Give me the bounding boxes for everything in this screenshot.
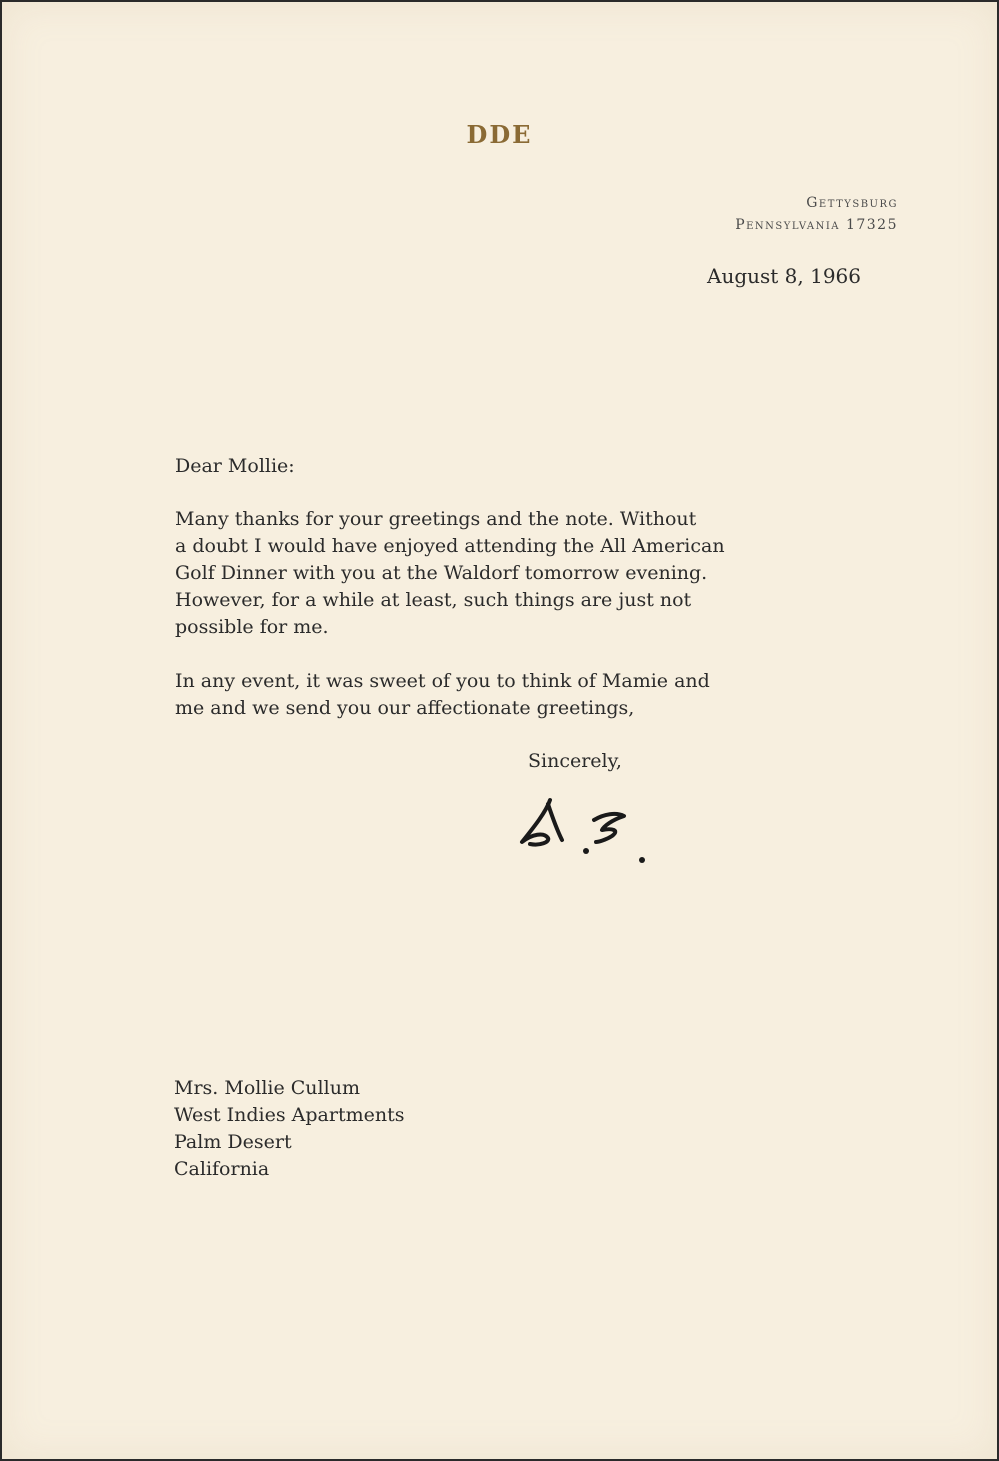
paragraph-line: a doubt I would have enjoyed attending the All American (175, 535, 725, 557)
letterhead-city: Gettysburg (806, 195, 898, 211)
letterhead-state-zip: Pennsylvania 17325 (735, 217, 898, 233)
recipient-building: West Indies Apartments (174, 1104, 405, 1126)
recipient-name: Mrs. Mollie Cullum (174, 1077, 360, 1099)
paragraph-line: possible for me. (175, 616, 329, 638)
letter-page (2, 2, 997, 1459)
recipient-state: California (174, 1158, 270, 1180)
recipient-address (174, 1075, 404, 1183)
paragraph-line: me and we send you our affectionate greetings, (175, 697, 635, 719)
signature-handwritten (512, 782, 662, 872)
closing: Sincerely, (528, 750, 622, 772)
letterhead-address (735, 192, 898, 236)
recipient-city: Palm Desert (174, 1131, 292, 1153)
salutation: Dear Mollie: (175, 455, 295, 477)
paragraph-2 (175, 668, 710, 722)
paragraph-line: In any event, it was sweet of you to think of Mamie and (175, 670, 710, 692)
paragraph-line: However, for a while at least, such things are just not (175, 589, 692, 611)
paragraph-1 (175, 506, 725, 641)
paragraph-line: Golf Dinner with you at the Waldorf tomorrow evening. (175, 562, 708, 584)
letter-date: August 8, 1966 (707, 264, 862, 288)
letterhead-monogram: DDE (466, 120, 533, 149)
paragraph-line: Many thanks for your greetings and the note. Without (175, 508, 697, 530)
